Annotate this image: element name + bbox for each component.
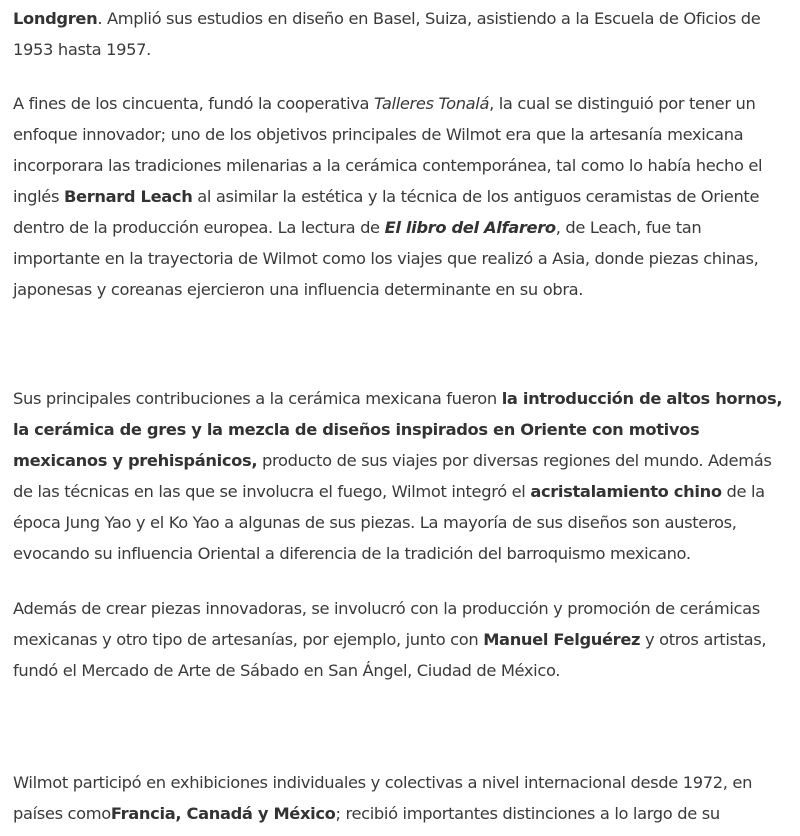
bold-contributions: la introducción de altos hornos, la cerámica de gres y la mezcla de diseños inspirados en Oriente con motivos mexicanos y prehispánicos, [13,389,783,470]
text-segment: , la cual se distinguió por tener un enfoque innovador; uno de los objetivos principales de Wilmot era que la artesanía mexicana incorporara las tradiciones milenarias a la cerámica contemporánea, tal como lo había hecho el inglés [13,94,763,206]
text-segment: Además de crear piezas innovadoras, se involucró con la producción y promoción de cerámicas mexicanas y otro tipo de artesanías, por ejemplo, junto con [13,599,760,649]
text-segment: de la época Jung Yao y el Ko Yao a algunas de sus piezas. La mayoría de sus diseños son austeros, evocando su influencia Oriental a diferencia de la tradición del barroquismo mexicano. [13,482,765,563]
text-segment: ; recibió importantes distinciones a lo largo de su [335,804,720,823]
bold-name-londgren: Londgren [13,9,98,28]
text-segment: Sus principales contribuciones a la cerámica mexicana fueron [13,389,502,408]
text-segment: , de Leach, fue tan importante en la trayectoria de Wilmot como los viajes que realizó a Asia, donde piezas chinas, japonesas y coreanas ejercieron una influencia determinante en su obra. [13,218,759,299]
italic-talleres-tonala: Talleres Tonalá [374,94,490,113]
text-segment: y otros artistas, fundó el Mercado de Arte de Sábado en San Ángel, Ciudad de México. [13,630,767,680]
text-segment: Wilmot participó en exhibiciones individuales y colectivas a nivel internacional desde 1972, en países como [13,773,753,823]
text-segment: . Amplió sus estudios en diseño en Basel, Suiza, asistiendo a la Escuela de Oficios de 1953 hasta 1957. [13,9,761,59]
bold-acristalamiento: acristalamiento chino [530,482,722,501]
paragraph-training [13,3,793,65]
bold-countries: Francia, Canadá y México [110,804,336,823]
paragraph-exhibitions [13,767,793,829]
bold-manuel-felguerez: Manuel Felguérez [483,630,641,649]
text-segment: A fines de los cincuenta, fundó la cooperativa [13,94,375,113]
paragraph-promotion [13,593,793,686]
text-segment: al asimilar la estética y la técnica de los antiguos ceramistas de Oriente dentro de la producción europea. La lectura de [13,187,760,237]
bold-italic-book-title: El libro del Alfarero [384,218,556,237]
text-segment: producto de sus viajes por diversas regiones del mundo. Además de las técnicas en las que se involucra el fuego, Wilmot integró el [13,451,772,501]
bold-bernard-leach: Bernard Leach [63,187,193,206]
paragraph-contributions [13,383,793,569]
paragraph-talleres-tonala [13,88,793,305]
